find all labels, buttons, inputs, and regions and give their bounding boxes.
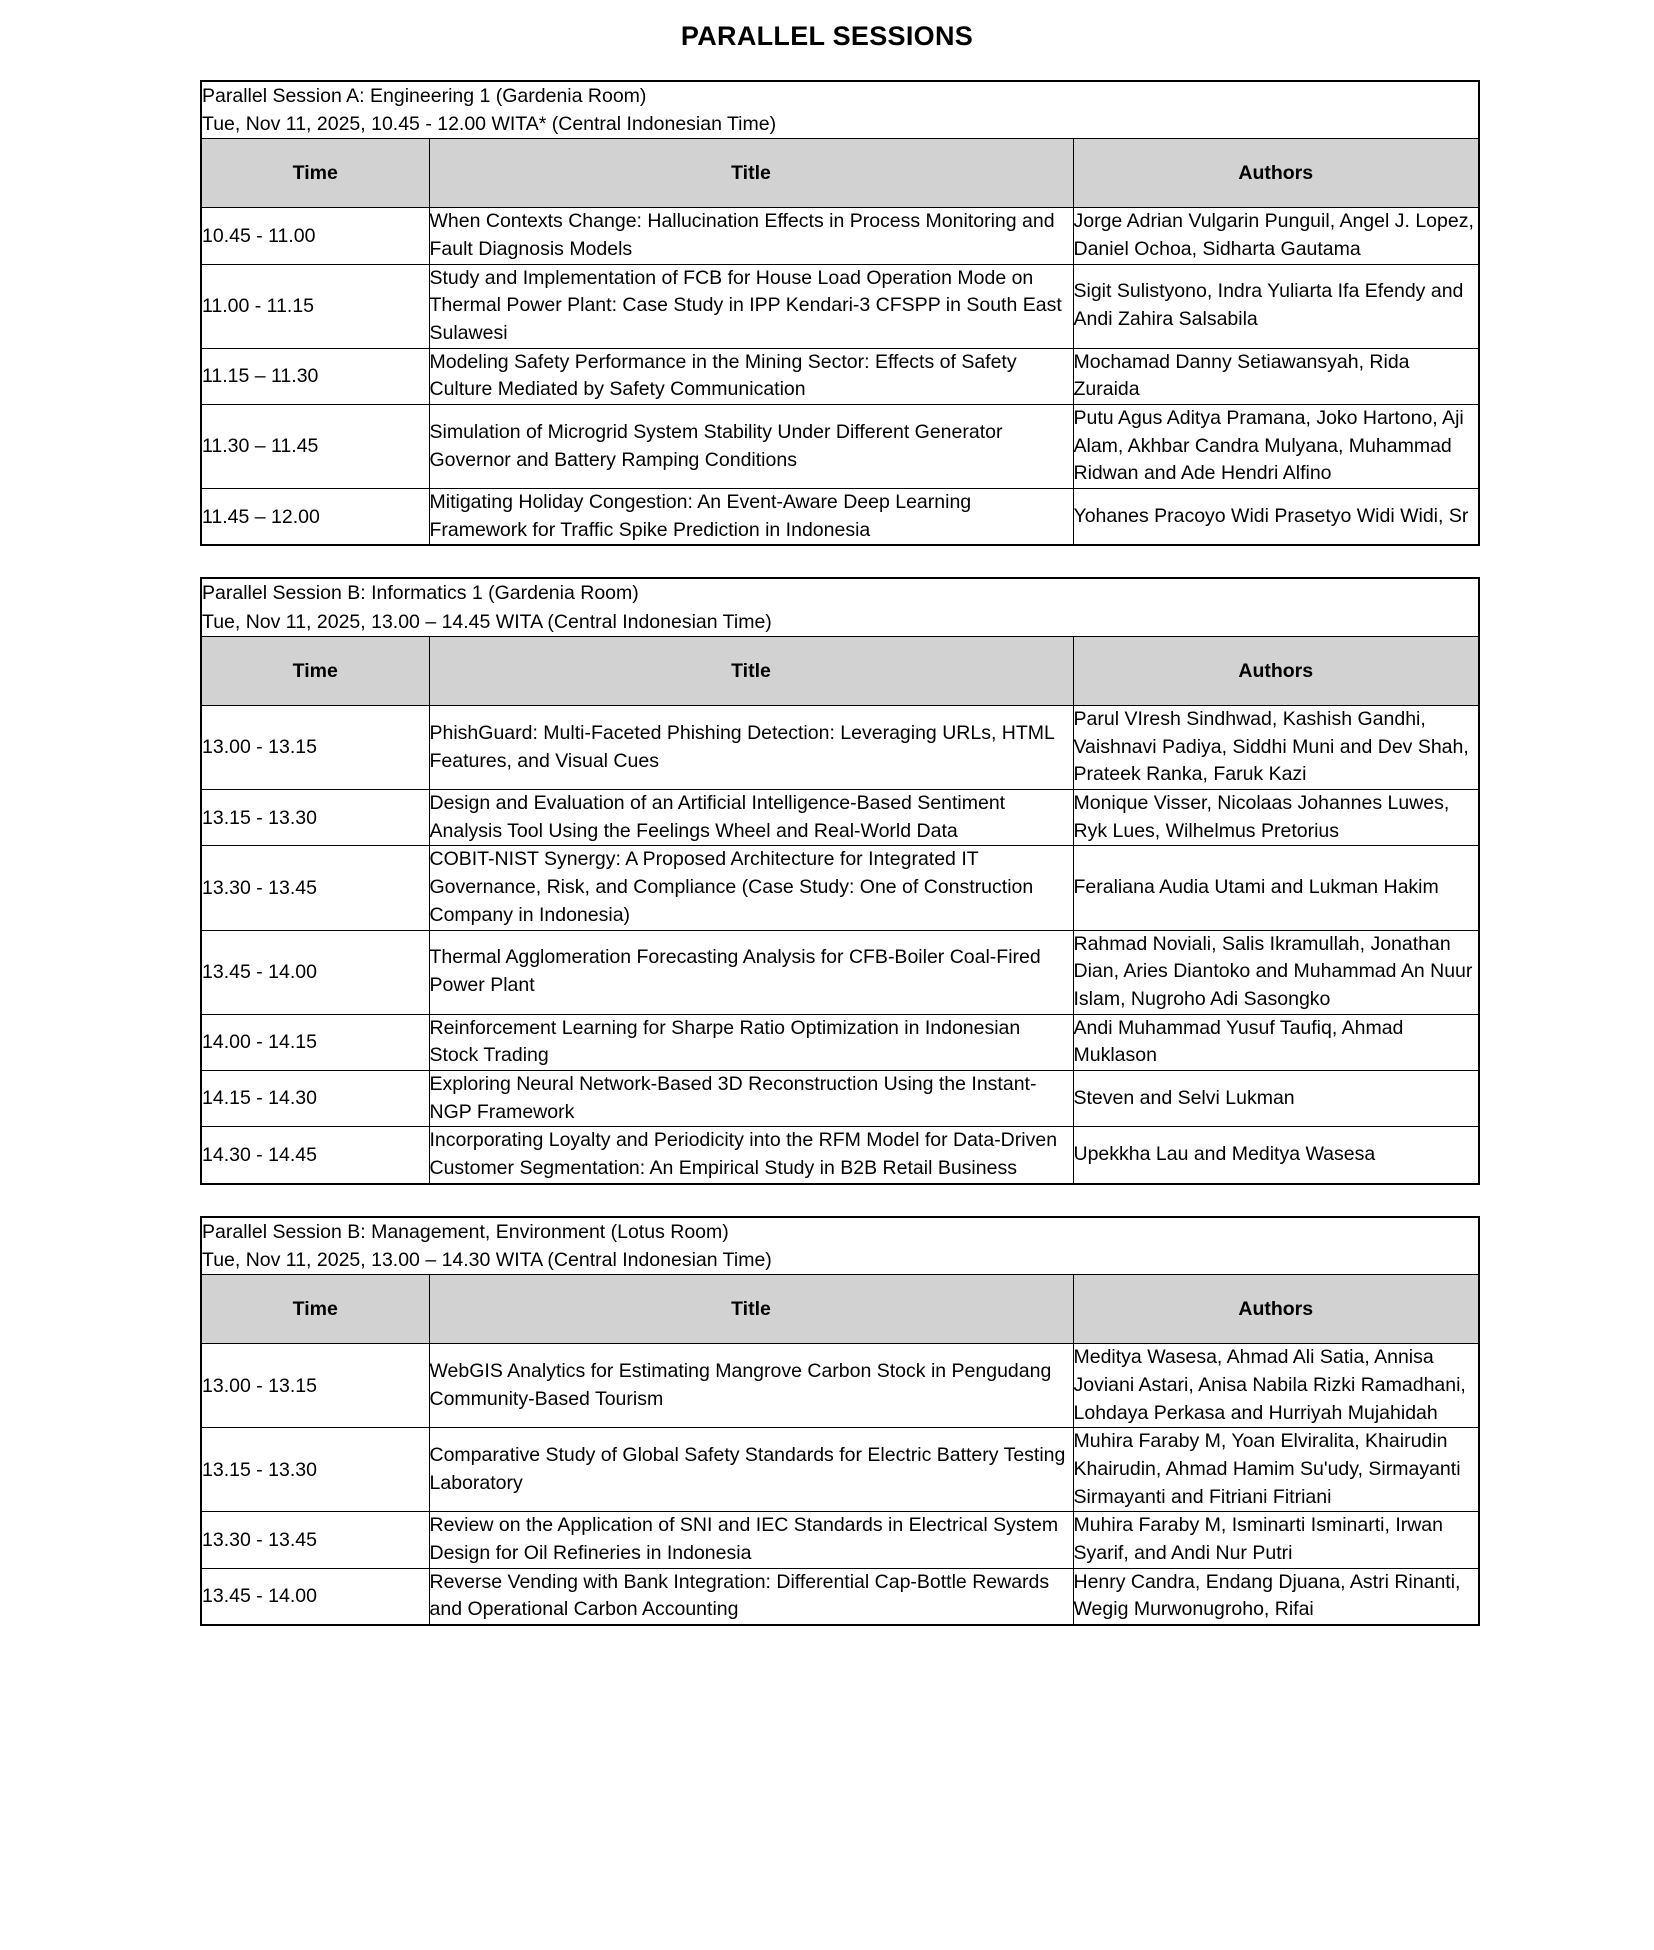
cell-authors: Yohanes Pracoyo Widi Prasetyo Widi Widi, Sr (1073, 489, 1479, 546)
session-datetime: Tue, Nov 11, 2025, 13.00 – 14.45 WITA (Central Indonesian Time) (202, 610, 772, 633)
cell-title: Thermal Agglomeration Forecasting Analysis for CFB-Boiler Coal-Fired Power Plant (429, 930, 1073, 1014)
session-header-b-management (201, 1217, 1479, 1275)
session-datetime: Tue, Nov 11, 2025, 10.45 - 12.00 WITA* (Central Indonesian Time) (202, 112, 777, 135)
table-column-header-row (201, 1275, 1479, 1344)
cell-time: 10.45 - 11.00 (201, 208, 429, 264)
cell-time: 11.00 - 11.15 (201, 264, 429, 348)
session-name: Parallel Session A: Engineering 1 (Gardenia Room) (202, 84, 647, 107)
table-row (201, 208, 1479, 264)
cell-title: Modeling Safety Performance in the Mining Sector: Effects of Safety Culture Mediated by Safety Communication (429, 348, 1073, 404)
table-row (201, 264, 1479, 348)
cell-title: PhishGuard: Multi-Faceted Phishing Detection: Leveraging URLs, HTML Features, and Visual Cues (429, 706, 1073, 790)
column-header-time: Time (201, 1275, 429, 1344)
cell-title: Reverse Vending with Bank Integration: Differential Cap-Bottle Rewards and Operational Carbon Accounting (429, 1568, 1073, 1625)
cell-title: Comparative Study of Global Safety Standards for Electric Battery Testing Laboratory (429, 1428, 1073, 1512)
cell-authors: Muhira Faraby M, Yoan Elviralita, Khairudin Khairudin, Ahmad Hamim Su'udy, Sirmayanti Sirmayanti and Fitriani Fitriani (1073, 1428, 1479, 1512)
table-row (201, 1127, 1479, 1184)
table-row (201, 348, 1479, 404)
cell-authors: Mochamad Danny Setiawansyah, Rida Zuraida (1073, 348, 1479, 404)
cell-title: Study and Implementation of FCB for House Load Operation Mode on Thermal Power Plant: Case Study in IPP Kendari-3 CFSPP in South East Sulawesi (429, 264, 1073, 348)
session-table-a (200, 80, 1480, 547)
cell-title: When Contexts Change: Hallucination Effects in Process Monitoring and Fault Diagnosis Models (429, 208, 1073, 264)
session-header-b-informatics (201, 578, 1479, 636)
cell-title: Incorporating Loyalty and Periodicity into the RFM Model for Data-Driven Customer Segmentation: An Empirical Study in B2B Retail Business (429, 1127, 1073, 1184)
cell-authors: Steven and Selvi Lukman (1073, 1070, 1479, 1126)
column-header-authors: Authors (1073, 637, 1479, 706)
table-row (201, 790, 1479, 846)
cell-authors: Andi Muhammad Yusuf Taufiq, Ahmad Muklason (1073, 1014, 1479, 1070)
session-table-b-management (200, 1216, 1480, 1626)
session-block-b-management (200, 1216, 1478, 1626)
page-title: PARALLEL SESSIONS (680, 21, 974, 51)
cell-authors: Muhira Faraby M, Isminarti Isminarti, Irwan Syarif, and Andi Nur Putri (1073, 1512, 1479, 1568)
column-header-time: Time (201, 139, 429, 208)
column-header-time: Time (201, 637, 429, 706)
session-block-b-informatics (200, 577, 1478, 1184)
table-row (201, 930, 1479, 1014)
cell-authors: Henry Candra, Endang Djuana, Astri Rinanti, Wegig Murwonugroho, Rifai (1073, 1568, 1479, 1625)
cell-authors: Jorge Adrian Vulgarin Punguil, Angel J. Lopez, Daniel Ochoa, Sidharta Gautama (1073, 208, 1479, 264)
table-row (201, 1428, 1479, 1512)
cell-time: 13.45 - 14.00 (201, 1568, 429, 1625)
session-table-b-informatics (200, 577, 1480, 1184)
table-column-header-row (201, 139, 1479, 208)
cell-authors: Putu Agus Aditya Pramana, Joko Hartono, Aji Alam, Akhbar Candra Mulyana, Muhammad Ridwan and Ade Hendri Alfino (1073, 405, 1479, 489)
table-row (201, 1344, 1479, 1428)
session-name: Parallel Session B: Management, Environment (Lotus Room) (202, 1220, 729, 1243)
session-name: Parallel Session B: Informatics 1 (Gardenia Room) (202, 582, 639, 605)
session-header-a (201, 81, 1479, 139)
session-block-a (200, 80, 1478, 547)
cell-time: 14.30 - 14.45 (201, 1127, 429, 1184)
cell-time: 13.30 - 13.45 (201, 1512, 429, 1568)
table-row (201, 489, 1479, 546)
cell-authors: Parul VIresh Sindhwad, Kashish Gandhi, Vaishnavi Padiya, Siddhi Muni and Dev Shah, Prateek Ranka, Faruk Kazi (1073, 706, 1479, 790)
cell-time: 11.30 – 11.45 (201, 405, 429, 489)
cell-authors: Rahmad Noviali, Salis Ikramullah, Jonathan Dian, Aries Diantoko and Muhammad An Nuur Islam, Nugroho Adi Sasongko (1073, 930, 1479, 1014)
cell-time: 14.15 - 14.30 (201, 1070, 429, 1126)
table-column-header-row (201, 637, 1479, 706)
cell-title: Simulation of Microgrid System Stability Under Different Generator Governor and Battery Ramping Conditions (429, 405, 1073, 489)
table-row (201, 1568, 1479, 1625)
table-row (201, 846, 1479, 930)
cell-title: Exploring Neural Network-Based 3D Reconstruction Using the Instant-NGP Framework (429, 1070, 1073, 1126)
cell-time: 11.15 – 11.30 (201, 348, 429, 404)
table-row (201, 405, 1479, 489)
cell-time: 14.00 - 14.15 (201, 1014, 429, 1070)
cell-authors: Monique Visser, Nicolaas Johannes Luwes, Ryk Lues, Wilhelmus Pretorius (1073, 790, 1479, 846)
cell-time: 13.15 - 13.30 (201, 790, 429, 846)
cell-time: 13.15 - 13.30 (201, 1428, 429, 1512)
cell-title: Review on the Application of SNI and IEC Standards in Electrical System Design for Oil Refineries in Indonesia (429, 1512, 1073, 1568)
cell-authors: Upekkha Lau and Meditya Wasesa (1073, 1127, 1479, 1184)
cell-authors: Sigit Sulistyono, Indra Yuliarta Ifa Efendy and Andi Zahira Salsabila (1073, 264, 1479, 348)
table-row (201, 1014, 1479, 1070)
document-page (0, 22, 1654, 1950)
cell-time: 13.00 - 13.15 (201, 1344, 429, 1428)
cell-authors: Meditya Wasesa, Ahmad Ali Satia, Annisa Joviani Astari, Anisa Nabila Rizki Ramadhani, Lohdaya Perkasa and Hurriyah Mujahidah (1073, 1344, 1479, 1428)
session-datetime: Tue, Nov 11, 2025, 13.00 – 14.30 WITA (Central Indonesian Time) (202, 1248, 772, 1271)
cell-title: WebGIS Analytics for Estimating Mangrove Carbon Stock in Pengudang Community-Based Tourism (429, 1344, 1073, 1428)
cell-title: Design and Evaluation of an Artificial Intelligence-Based Sentiment Analysis Tool Using the Feelings Wheel and Real-World Data (429, 790, 1073, 846)
cell-time: 13.45 - 14.00 (201, 930, 429, 1014)
cell-authors: Feraliana Audia Utami and Lukman Hakim (1073, 846, 1479, 930)
cell-time: 11.45 – 12.00 (201, 489, 429, 546)
column-header-title: Title (429, 637, 1073, 706)
table-row (201, 1070, 1479, 1126)
cell-title: Reinforcement Learning for Sharpe Ratio Optimization in Indonesian Stock Trading (429, 1014, 1073, 1070)
cell-title: Mitigating Holiday Congestion: An Event-Aware Deep Learning Framework for Traffic Spike Prediction in Indonesia (429, 489, 1073, 546)
cell-time: 13.00 - 13.15 (201, 706, 429, 790)
table-row (201, 706, 1479, 790)
column-header-title: Title (429, 139, 1073, 208)
cell-time: 13.30 - 13.45 (201, 846, 429, 930)
cell-title: COBIT-NIST Synergy: A Proposed Architecture for Integrated IT Governance, Risk, and Compliance (Case Study: One of Construction Company in Indonesia) (429, 846, 1073, 930)
column-header-authors: Authors (1073, 139, 1479, 208)
table-row (201, 1512, 1479, 1568)
column-header-authors: Authors (1073, 1275, 1479, 1344)
column-header-title: Title (429, 1275, 1073, 1344)
